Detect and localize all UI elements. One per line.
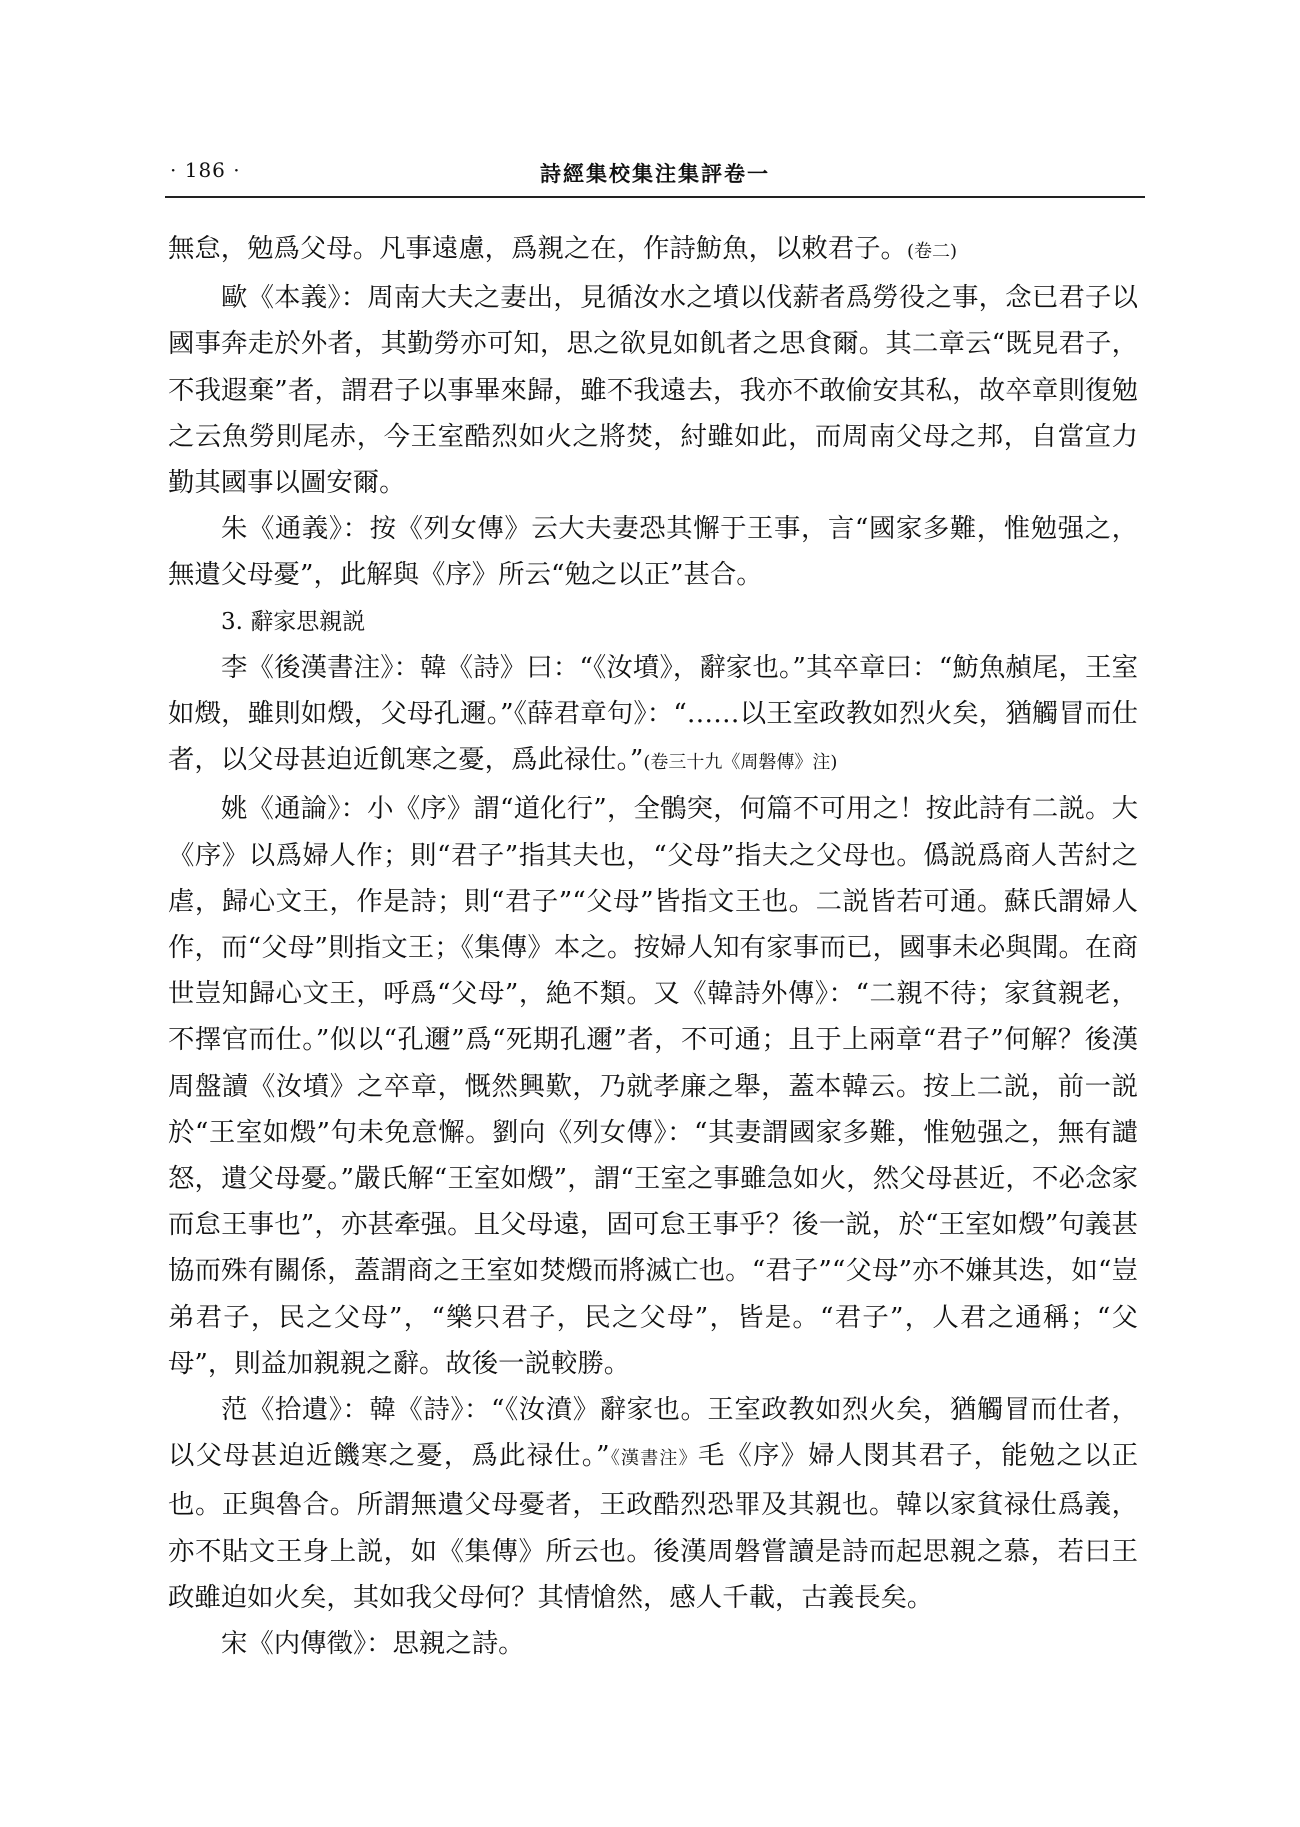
paragraph-5	[168, 786, 1138, 1387]
paragraph-2	[168, 275, 1138, 506]
paragraph-text-continued: 毛《序》婦人閔其君子，能勉之以正也。正與魯合。所謂無遺父母憂者，王政酷烈恐罪及其親也。韓以家貧禄仕爲義，亦不貼文王身上説，如《集傳》所云也。後漢周磐嘗讀是詩而起思親之慕，若曰王政雖迫如火矣，其如我父母何？其情愴然，感人千載，古義長矣。	[168, 1440, 1138, 1613]
paragraph-text: 歐《本義》：周南大夫之妻出，見循汝水之墳以伐薪者爲勞役之事，念已君子以國事奔走於外者，其勤勞亦可知，思之欲見如飢者之思食爾。其二章云“既見君子，不我遐棄”者，謂君子以事畢來歸，雖不我遠去，我亦不敢偷安其私，故卒章則復勉之云魚勞則尾赤，今王室酷烈如火之將焚，紂雖如此，而周南父母之邦，自當宣力勤其國事以圖安爾。	[168, 282, 1138, 499]
paragraph-text: 李《後漢書注》：韓《詩》曰：“《汝墳》，辭家也。”其卒章曰：“魴魚赬尾，王室如燬，雖則如燬，父母孔邇。”《薛君章句》：“……以王室政教如烈火矣，猶觸冒而仕者，以父母甚迫近飢寒之憂，爲此禄仕。”	[168, 651, 1138, 776]
paragraph-text: 宋《内傳徵》：思親之詩。	[221, 1628, 525, 1660]
page-body	[168, 226, 1138, 1667]
section-heading: 3. 辭家思親説	[221, 608, 366, 635]
source-note: 《漢書注》	[609, 1448, 698, 1470]
paragraph-4	[168, 645, 1138, 787]
paragraph-1	[168, 226, 1138, 275]
source-note: (卷三十九《周磐傳》注)	[643, 752, 838, 774]
source-note: (卷二)	[906, 241, 957, 262]
header-rule	[165, 196, 1145, 198]
paragraph-6	[168, 1387, 1138, 1621]
paragraph-text: 姚《通論》：小《序》謂“道化行”，全鶻突，何篇不可用之！按此詩有二説。大《序》以爲婦人作；則“君子”指其夫也，“父母”指夫之父母也。僞説爲商人苦紂之虐，歸心文王，作是詩；則“君子”“父母”皆指文王也。二説皆若可通。蘇氏謂婦人作，而“父母”則指文王；《集傳》本之。按婦人知有家事而已，國事未必與聞。在商世豈知歸心文王，呼爲“父母”，絶不類。又《韓詩外傳》：“二親不待；家貧親老，不擇官而仕。”似以“孔邇”爲“死期孔邇”者，不可通；且于上兩章“君子”何解？後漢周盤讀《汝墳》之卒章，慨然興歎，乃就孝廉之舉，蓋本韓云。按上二説，前一説於“王室如燬”句未免意懈。劉向《列女傳》：“其妻謂國家多難，惟勉强之，無有譴怒，遺父母憂。”嚴氏解“王室如燬”，謂“王室之事雖急如火，然父母甚近，不必念家而怠王事也”，亦甚牽强。且父母遠，固可怠王事乎？後一説，於“王室如燬”句義甚協而殊有關係，蓋謂商之王室如焚燬而將滅亡也。“君子”“父母”亦不嫌其迭，如“豈弟君子，民之父母”，“樂只君子，民之父母”，皆是。“君子”，人君之通稱；“父母”，則益加親親之辭。故後一説較勝。	[168, 793, 1138, 1379]
paragraph-text: 范《拾遺》：韓《詩》：“《汝濆》辭家也。王室政教如烈火矣，猶觸冒而仕者，以父母甚迫近饑寒之憂，爲此禄仕。”	[168, 1394, 1138, 1472]
paragraph-text: 無怠，勉爲父母。凡事遠慮，爲親之在，作詩魴魚，以敕君子。	[168, 233, 907, 264]
paragraph-7	[168, 1621, 1138, 1667]
paragraph-3	[168, 506, 1138, 598]
page-number: · 186 ·	[170, 158, 241, 182]
paragraph-text: 朱《通義》：按《列女傳》云大夫妻恐其懈于王事，言“國家多難，惟勉强之，無遺父母憂”，此解與《序》所云“勉之以正”甚合。	[168, 513, 1138, 591]
page-header	[170, 158, 1140, 198]
running-title: 詩經集校集注集評卷一	[540, 161, 770, 186]
